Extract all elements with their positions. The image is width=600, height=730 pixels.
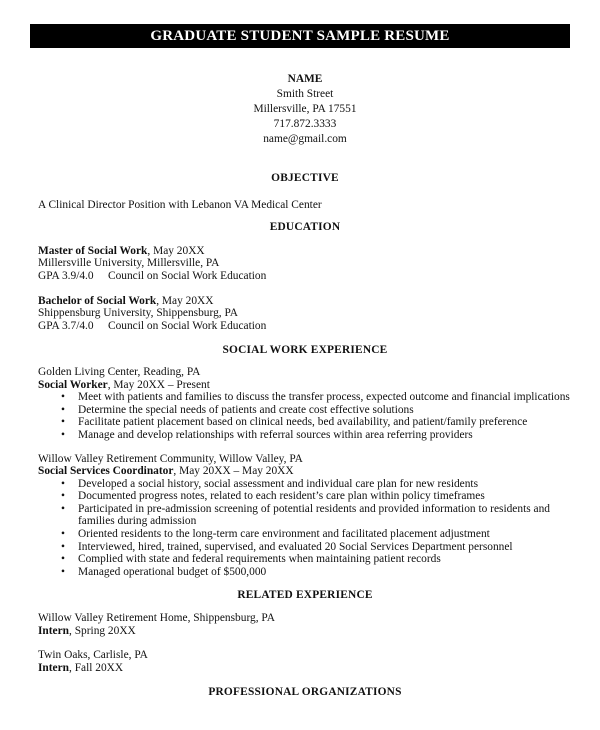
related-title: Intern xyxy=(38,661,70,674)
employer: Willow Valley Retirement Community, Willow Valley, PA xyxy=(38,452,303,465)
contact-city: Millersville, PA 17551 xyxy=(253,103,357,115)
related-experience-heading: RELATED EXPERIENCE xyxy=(237,589,373,602)
duty-item: • Participated in pre-admission screening of potential residents and provided information to residents and families during admission xyxy=(78,503,572,528)
related-entry xyxy=(38,612,572,637)
job-dates: , May 20XX – May 20XX xyxy=(173,465,294,478)
resume-banner-title: GRADUATE STUDENT SAMPLE RESUME xyxy=(30,24,570,48)
gpa: GPA 3.9/4.0 xyxy=(38,269,94,282)
job-entry-social-services-coordinator xyxy=(38,453,572,579)
professional-organizations-heading: PROFESSIONAL ORGANIZATIONS xyxy=(208,686,402,699)
duty-item: • Managed operational budget of $500,000 xyxy=(78,566,572,579)
duty-item: • Meet with patients and families to discuss the transfer process, expected outcome and financial implications xyxy=(78,391,572,404)
education-entry-masters xyxy=(38,245,572,283)
job-dates: , May 20XX – Present xyxy=(107,378,210,391)
degree-date: , May 20XX xyxy=(156,294,214,307)
degree-name: Bachelor of Social Work xyxy=(38,294,157,307)
objective-text: A Clinical Director Position with Lebanon VA Medical Center xyxy=(38,198,322,211)
duty-item: • Manage and develop relationships with referral sources within area referring providers xyxy=(78,429,572,442)
social-work-heading: SOCIAL WORK EXPERIENCE xyxy=(222,344,388,357)
degree-name: Master of Social Work xyxy=(38,244,148,257)
job-title: Social Services Coordinator xyxy=(38,465,174,478)
related-place: Willow Valley Retirement Home, Shippensburg, PA xyxy=(38,612,275,625)
contact-block xyxy=(38,72,572,147)
related-dates: , Spring 20XX xyxy=(69,624,136,637)
related-place: Twin Oaks, Carlisle, PA xyxy=(38,649,148,662)
related-entry xyxy=(38,649,572,674)
objective-heading: OBJECTIVE xyxy=(271,172,339,184)
duty-item: • Documented progress notes, related to each resident’s care plan within policy timeframes xyxy=(78,490,572,503)
education-heading: EDUCATION xyxy=(269,221,341,234)
job-duties-list xyxy=(38,391,572,441)
duty-item: • Oriented residents to the long-term care environment and facilitated placement adjustment xyxy=(78,528,572,541)
job-duties-list xyxy=(38,478,572,579)
accreditation: Council on Social Work Education xyxy=(108,319,267,332)
job-title: Social Worker xyxy=(38,378,108,391)
duty-item: • Complied with state and federal requirements when maintaining patient records xyxy=(78,553,572,566)
degree-date: , May 20XX xyxy=(147,244,205,257)
gpa: GPA 3.7/4.0 xyxy=(38,319,94,332)
related-title: Intern xyxy=(38,624,70,637)
duty-item: • Developed a social history, social assessment and individual care plan for new residents xyxy=(78,478,572,491)
duty-item: • Interviewed, hired, trained, supervised, and evaluated 20 Social Services Department personnel xyxy=(78,541,572,554)
related-dates: , Fall 20XX xyxy=(69,661,124,674)
school-name: Shippensburg University, Shippensburg, PA xyxy=(38,307,238,320)
employer: Golden Living Center, Reading, PA xyxy=(38,365,201,378)
accreditation: Council on Social Work Education xyxy=(108,269,267,282)
contact-name: NAME xyxy=(287,73,323,85)
resume-body xyxy=(38,72,572,699)
job-entry-social-worker xyxy=(38,366,572,442)
duty-item: • Determine the special needs of patients and create cost effective solutions xyxy=(78,404,572,417)
duty-item: • Facilitate patient placement based on clinical needs, bed availability, and patient/family preference xyxy=(78,416,572,429)
contact-email: name@gmail.com xyxy=(263,133,347,145)
education-entry-bachelors xyxy=(38,295,572,333)
contact-street: Smith Street xyxy=(276,88,334,100)
school-name: Millersville University, Millersville, PA xyxy=(38,257,220,270)
contact-phone: 717.872.3333 xyxy=(273,118,337,130)
